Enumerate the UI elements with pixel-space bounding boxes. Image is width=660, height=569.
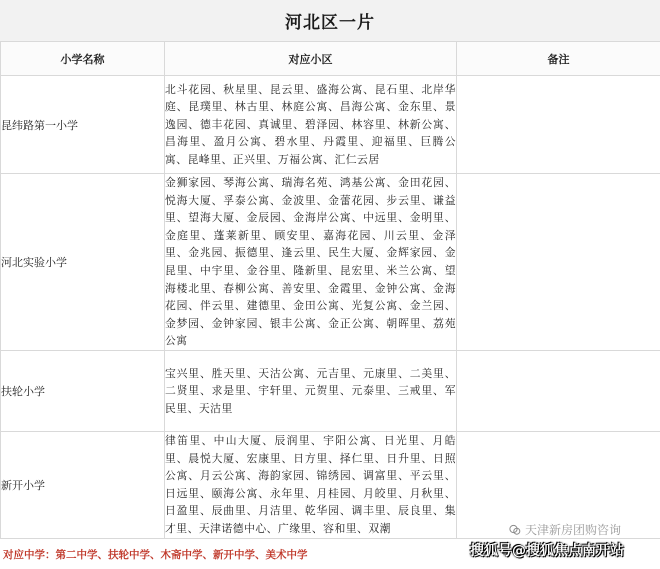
wechat-icon xyxy=(509,524,521,536)
areas-list: 金狮家园、琴海公寓、瑞海名苑、鸿基公寓、金田花园、悦海大厦、孚泰公寓、金波里、金蕾花园、步云里、谦益里、望海大厦、金辰园、金海岸公寓、中远里、金明里、金庭里、蓬莱新里、顾安里、嘉海花园、川云里、金泽里、金兆园、振德里、逢云里、民生大厦、金辉家园、金昆里、中宇里、金谷里、隆新里、昆宏里、米兰公寓、望海楼北里、春柳公寓、善安里、金霞里、金钟公寓、金海花园、伴云里、建德里、金田公寓、光复公寓、金兰园、金梦园、金钟家园、银丰公寓、金正公寓、朝晖里、荔苑公寓 xyxy=(165,174,457,351)
header-school: 小学名称 xyxy=(1,42,165,76)
header-areas: 对应小区 xyxy=(165,42,457,76)
areas-list: 律笛里、中山大厦、辰润里、宇阳公寓、日光里、月皓里、晨悦大厦、宏康里、日方里、择仁里、日升里、日照公寓、月云公寓、海韵家园、锦绣园、调富里、平云里、日远里、颐海公寓、永年里、月桂园、月皎里、月秋里、日盈里、辰曲里、月洁里、乾华园、调丰里、辰良里、集才里、天津诺德中心、广缘里、容和里、双潮 xyxy=(165,431,457,538)
school-name: 昆纬路第一小学 xyxy=(1,76,165,174)
page-title: 河北区一片 xyxy=(0,0,660,42)
school-name: 新开小学 xyxy=(1,431,165,538)
school-name: 河北实验小学 xyxy=(1,174,165,351)
table-header-row xyxy=(1,42,660,76)
wechat-watermark xyxy=(509,521,621,538)
school-district-table xyxy=(0,41,660,539)
school-name: 扶轮小学 xyxy=(1,350,165,431)
note-cell xyxy=(457,174,660,351)
areas-list: 宝兴里、胜天里、天沽公寓、元吉里、元康里、二美里、二贤里、求是里、宇轩里、元贺里、元泰里、三戒里、军民里、天沽里 xyxy=(165,350,457,431)
areas-list: 北斗花园、秋星里、昆云里、盛海公寓、昆石里、北岸华庭、昆璞里、林古里、林庭公寓、昌海公寓、金东里、景逸园、德丰花园、真诚里、碧泽园、林容里、林新公寓、昌海里、盈月公寓、碧水里、丹霞里、迎福里、巨腾公寓、昆峰里、正兴里、万福公寓、汇仁云居 xyxy=(165,76,457,174)
middle-school-footer: 对应中学：第二中学、扶轮中学、木斋中学、新开中学、美术中学 xyxy=(0,538,660,569)
header-note: 备注 xyxy=(457,42,660,76)
note-cell xyxy=(457,76,660,174)
wechat-watermark-text: 天津新房团购咨询 xyxy=(525,523,622,537)
table-row xyxy=(1,350,660,431)
note-cell xyxy=(457,350,660,431)
table-row xyxy=(1,76,660,174)
table-row xyxy=(1,174,660,351)
sohu-watermark: 搜狐号@搜狐焦点南开站 xyxy=(470,543,624,559)
